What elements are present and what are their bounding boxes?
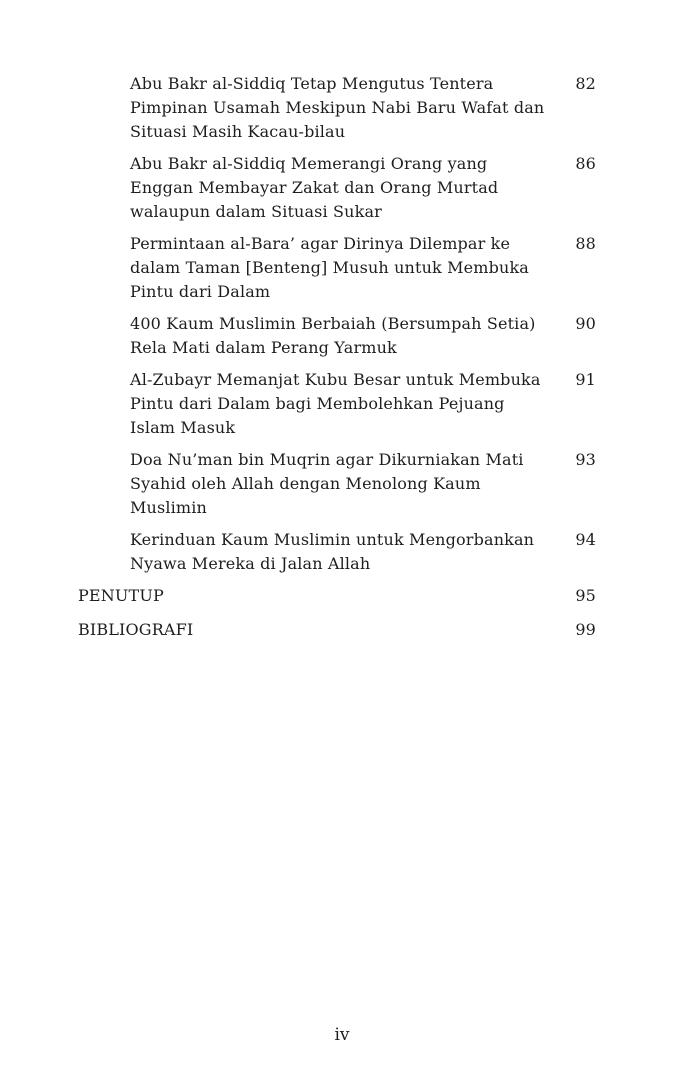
toc-entry xyxy=(78,448,596,520)
toc-entry xyxy=(78,152,596,224)
toc-entry-title: Permintaan al-Bara’ agar Dirinya Dilempar ke dalam Taman [Benteng] Musuh untuk Membuka Pintu dari Dalam xyxy=(130,234,529,301)
toc-entry-page: 82 xyxy=(575,74,596,93)
toc-entry-title: Kerinduan Kaum Muslimin untuk Mengorbankan Nyawa Mereka di Jalan Allah xyxy=(130,530,535,573)
toc-entry-title: Abu Bakr al-Siddiq Memerangi Orang yang Enggan Membayar Zakat dan Orang Murtad walaupun dalam Situasi Sukar xyxy=(130,154,499,221)
toc-entry-chapter xyxy=(78,584,596,608)
toc-entry-title: Abu Bakr al-Siddiq Tetap Mengutus Tentera Pimpinan Usamah Meskipun Nabi Baru Wafat dan Situasi Masih Kacau-bilau xyxy=(130,74,545,141)
toc-entry-page: 95 xyxy=(575,586,596,605)
toc-entry-chapter xyxy=(78,618,596,642)
toc-entry xyxy=(78,528,596,576)
toc-entry-title: 400 Kaum Muslimin Berbaiah (Bersumpah Setia) Rela Mati dalam Perang Yarmuk xyxy=(130,314,536,357)
toc-entry-page: 88 xyxy=(575,234,596,253)
page-number: iv xyxy=(334,1025,350,1045)
toc-entry xyxy=(78,232,596,304)
toc-entry xyxy=(78,72,596,144)
toc-entry-page: 86 xyxy=(575,154,596,173)
toc-entry-title: PENUTUP xyxy=(78,586,164,605)
toc-entry xyxy=(78,312,596,360)
toc-entry-title: Al-Zubayr Memanjat Kubu Besar untuk Membuka Pintu dari Dalam bagi Membolehkan Pejuang Islam Masuk xyxy=(130,370,541,437)
toc-entry xyxy=(78,368,596,440)
toc-entry-title: BIBLIOGRAFI xyxy=(78,620,194,639)
toc-entry-page: 93 xyxy=(575,450,596,469)
table-of-contents xyxy=(78,72,596,652)
toc-entry-page: 91 xyxy=(575,370,596,389)
toc-entry-page: 94 xyxy=(575,530,596,549)
toc-entry-page: 99 xyxy=(575,620,596,639)
toc-entry-title: Doa Nu’man bin Muqrin agar Dikurniakan Mati Syahid oleh Allah dengan Menolong Kaum Muslimin xyxy=(130,450,524,517)
toc-entry-page: 90 xyxy=(575,314,596,333)
